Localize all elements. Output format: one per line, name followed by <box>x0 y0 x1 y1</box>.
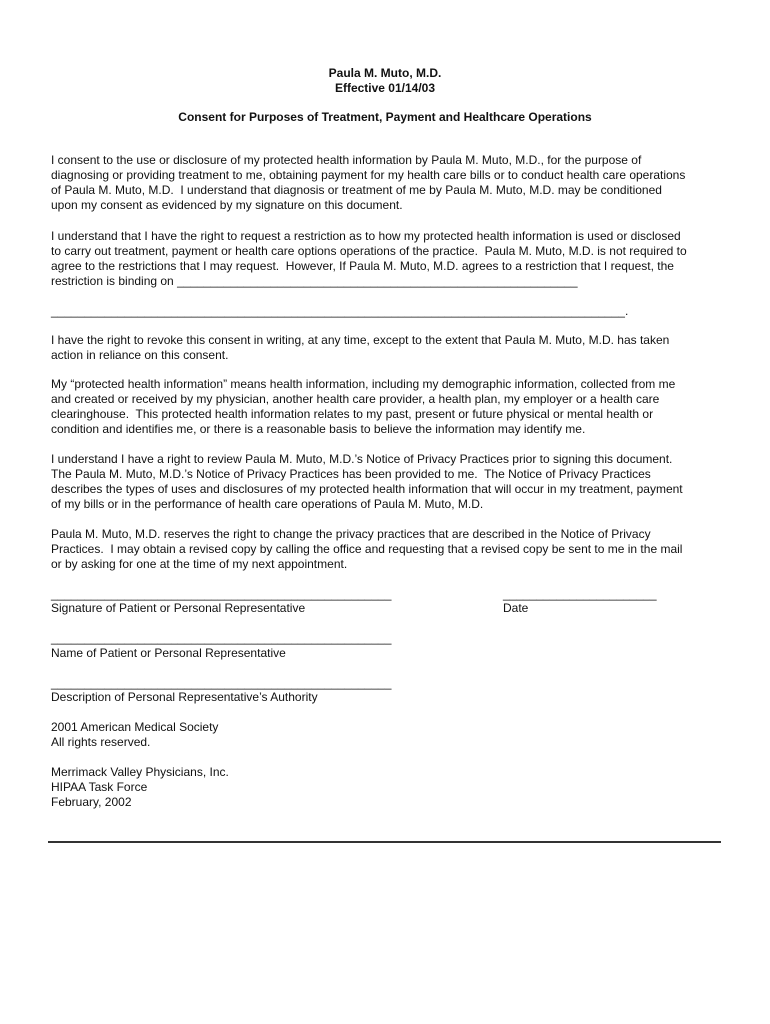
paragraph-line: upon my consent as evidenced by my signature on this document. <box>51 198 403 212</box>
name-field[interactable]: ___________________________________________________ <box>51 631 392 645</box>
restriction-paragraph <box>51 229 731 319</box>
paragraph-line: I consent to the use or disclosure of my protected health information by Paula M. Muto, M.D., for the purpose of <box>51 153 642 167</box>
notice-review-paragraph <box>51 452 731 512</box>
paragraph-line: Paula M. Muto, M.D. reserves the right to change the privacy practices that are described in the Notice of Privacy <box>51 527 651 541</box>
paragraph-line: or by asking for one at the time of my next appointment. <box>51 557 348 571</box>
effective-date: Effective 01/14/03 <box>334 81 436 95</box>
date-field[interactable]: _______________________ <box>503 587 657 601</box>
paragraph-spacer <box>51 289 731 304</box>
paragraph-line: action in reliance on this consent. <box>51 348 229 362</box>
consent-paragraph <box>51 153 731 213</box>
restriction-blank-line[interactable]: restriction is binding on ____________________________________________________________ <box>51 274 578 288</box>
paragraph-line: agree to the restrictions that I may request. However, If Paula M. Muto, M.D. agrees to a restriction that I request, the <box>51 259 674 273</box>
signature-field[interactable]: ___________________________________________________ <box>51 587 392 601</box>
source-line: February, 2002 <box>51 795 132 809</box>
paragraph-line: Practices. I may obtain a revised copy by calling the office and requesting that a revised copy be sent to me in the mail <box>51 542 683 556</box>
revoke-paragraph <box>51 333 731 363</box>
document-title: Consent for Purposes of Treatment, Payment and Healthcare Operations <box>178 110 592 124</box>
signature-label: Signature of Patient or Personal Representative <box>51 601 306 615</box>
paragraph-line: of Paula M. Muto, M.D. I understand that diagnosis or treatment of me by Paula M. Muto, M.D. may be conditioned <box>51 183 662 197</box>
paragraph-line: clearinghouse. This protected health information relates to my past, present or future physical or mental health or <box>51 407 654 421</box>
source-line: HIPAA Task Force <box>51 780 148 794</box>
paragraph-line: to carry out treatment, payment or health care options operations of the practice. Paula M. Muto, M.D. is not required to <box>51 244 687 258</box>
paragraph-line: diagnosing or providing treatment to me, obtaining payment for my health care bills or to conduct health care operations <box>51 168 686 182</box>
authority-field[interactable]: ___________________________________________________ <box>51 676 392 690</box>
copyright-line: All rights reserved. <box>51 735 151 749</box>
name-label: Name of Patient or Personal Representative <box>51 646 286 660</box>
copyright-line: 2001 American Medical Society <box>51 720 219 734</box>
paragraph-line: I understand that I have the right to request a restriction as to how my protected health information is used or disclosed <box>51 229 681 243</box>
phi-definition-paragraph <box>51 377 731 437</box>
paragraph-line: My “protected health information” means health information, including my demographic information, collected from me <box>51 377 676 391</box>
paragraph-line: of my bills or in the performance of health care operations of Paula M. Muto, M.D. <box>51 497 484 511</box>
paragraph-line: describes the types of uses and disclosures of my protected health information that will occur in my treatment, payment <box>51 482 683 496</box>
source-line: Merrimack Valley Physicians, Inc. <box>51 765 229 779</box>
copyright-notice <box>51 720 218 750</box>
authority-label: Description of Personal Representative’s Authority <box>51 690 318 704</box>
paragraph-line: I understand I have a right to review Paula M. Muto, M.D.’s Notice of Privacy Practices prior to signing this document. <box>51 452 673 466</box>
paragraph-line: condition and identifies me, or there is a reasonable basis to believe the information may identify me. <box>51 422 586 436</box>
paragraph-line: I have the right to revoke this consent in writing, at any time, except to the extent that Paula M. Muto, M.D. has taken <box>51 333 670 347</box>
doctor-name: Paula M. Muto, M.D. <box>328 66 442 80</box>
paragraph-line: and created or received by my physician, another health care provider, a health plan, my employer or a health care <box>51 392 660 406</box>
restriction-blank-line[interactable]: ______________________________________________________________________________________. <box>51 304 629 318</box>
date-label: Date <box>503 601 529 615</box>
paragraph-line: The Paula M. Muto, M.D.’s Notice of Privacy Practices has been provided to me. The Notice of Privacy Practices <box>51 467 651 481</box>
bottom-divider <box>48 841 721 843</box>
source-notice <box>51 765 229 810</box>
privacy-change-paragraph <box>51 527 731 572</box>
